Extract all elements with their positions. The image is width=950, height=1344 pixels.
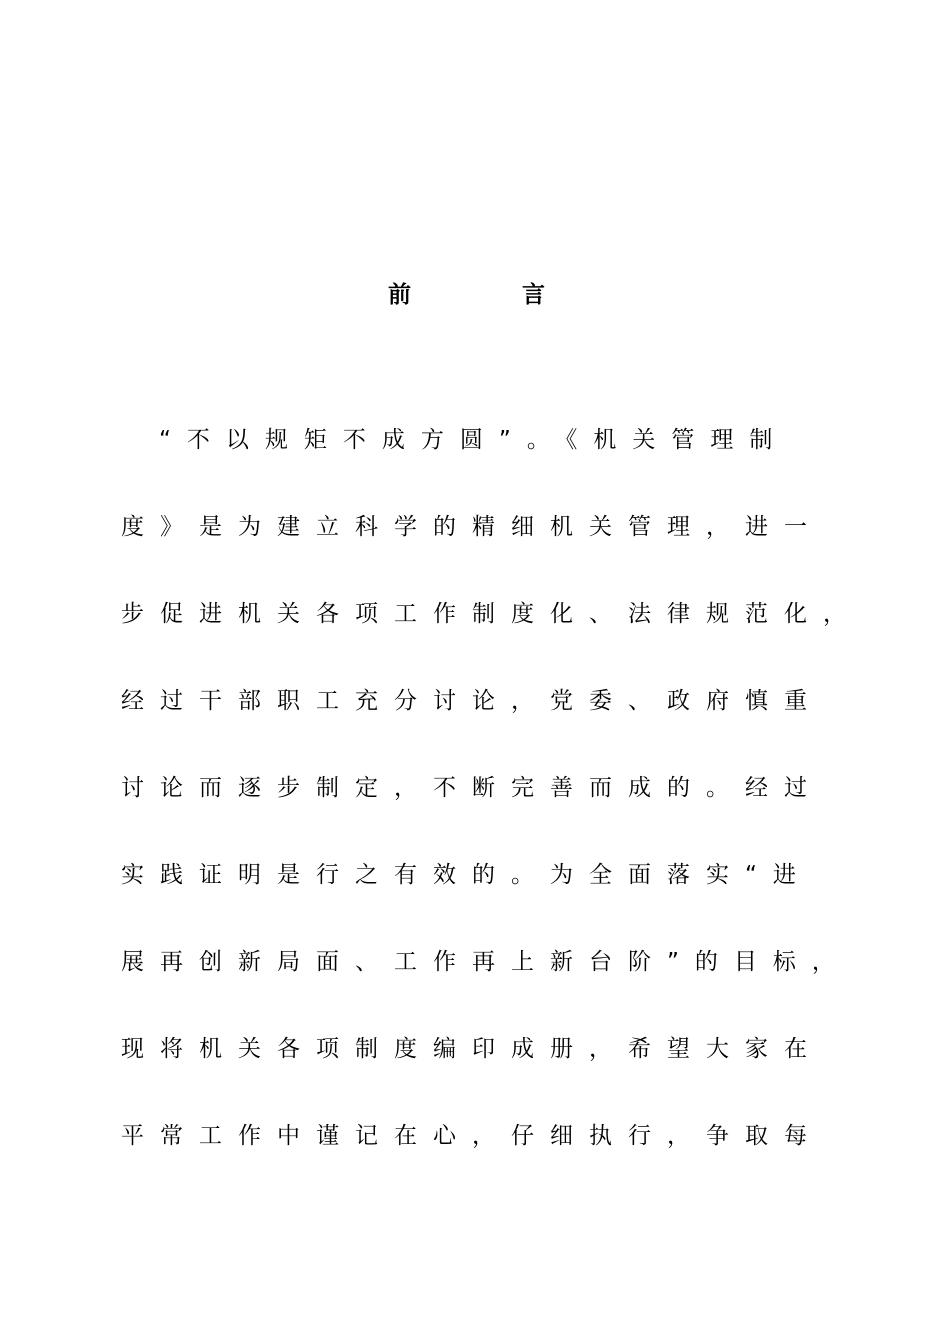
title-char-2: 言 <box>522 282 545 308</box>
text-line: 讨论而逐步制定，不断完善而成的。经过 <box>121 775 823 801</box>
text-line: 实践证明是行之有效的。为全面落实“进 <box>121 862 812 888</box>
text-line: 现将机关各项制度编印成册，希望大家在 <box>121 1036 823 1062</box>
text-line: 平常工作中谨记在心，仔细执行，争取每 <box>121 1123 823 1149</box>
text-line: 经过干部职工充分讨论，党委、政府慎重 <box>121 688 823 714</box>
page-title <box>0 278 950 312</box>
text-line: 展再创新局面、工作再上新台阶”的目标， <box>121 949 851 975</box>
text-line: 度》是为建立科学的精细机关管理，进一 <box>121 514 823 540</box>
text-line: 步促进机关各项工作制度化、法律规范化， <box>121 601 862 627</box>
title-char-1: 前 <box>388 282 411 308</box>
text-line: “不以规矩不成方圆”。《机关管理制 <box>159 427 789 453</box>
